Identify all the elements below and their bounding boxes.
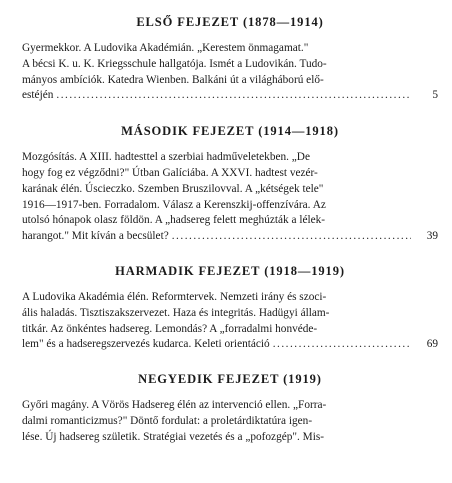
dot-leader xyxy=(56,88,411,104)
chapter-summary xyxy=(22,150,438,245)
chapter-title: ELSŐ FEJEZET (1878—1914) xyxy=(136,15,324,29)
chapter-summary xyxy=(22,398,438,445)
summary-line: karának élén. Úscieczko. Szemben Bruszilovval. A „kétségek tele" xyxy=(22,182,324,195)
chapter-title: NEGYEDIK FEJEZET (1919) xyxy=(138,372,322,387)
chapter-3 xyxy=(22,263,438,353)
summary-line: mányos ambíciók. Katedra Wienben. Balkáni út a világháború elő- xyxy=(22,73,324,86)
page-number: 39 xyxy=(426,230,438,243)
summary-line: Mozgósítás. A XIII. hadtesttel a szerbiai hadműveletekben. „De xyxy=(22,151,310,164)
summary-last-line xyxy=(22,337,414,353)
summary-line: Gyermekkor. A Ludovika Akadémián. „Kerestem önmagamat." xyxy=(22,42,309,54)
dot-leader xyxy=(172,229,411,245)
page-number: 69 xyxy=(426,338,438,351)
chapter-title: HARMADIK FEJEZET (1918—1919) xyxy=(115,263,345,278)
summary-line: A bécsi K. u. K. Kriegsschule hallgatója. Ismét a Ludovikán. Tudo- xyxy=(22,57,327,70)
summary-line: ális haladás. Tisztiszakszervezet. Haza és integritás. Hadügyi állam- xyxy=(22,306,330,319)
page-number: 5 xyxy=(432,89,438,102)
summary-line: Győri magány. A Vörös Hadsereg élén az intervenció ellen. „Forra- xyxy=(22,399,327,412)
summary-line: harangot." Mit kíván a becsület? xyxy=(22,230,169,243)
summary-line: A Ludovika Akadémia élén. Reformtervek. Nemzeti irány és szoci- xyxy=(22,290,327,303)
chapter-summary xyxy=(22,41,438,104)
summary-line: hogy fog ez végződni?" Útban Galíciába. A XXVI. hadtest vezér- xyxy=(22,166,318,179)
summary-line: utolsó hónapok olasz földön. A „hadsereg felett meghúzták a lélek- xyxy=(22,214,326,227)
summary-line: lem" és a hadseregszervezés kudarca. Keleti orientáció xyxy=(22,338,270,351)
chapter-title: MÁSODIK FEJEZET (1914—1918) xyxy=(121,124,339,139)
summary-line: 1916—1917-ben. Forradalom. Válasz a Kerenszkij-offenzívára. Az xyxy=(22,198,326,211)
summary-line: estéjén xyxy=(22,89,54,102)
summary-line: lése. Új hadsereg születik. Stratégiai vezetés és a „pofozgép". Mis- xyxy=(22,430,324,443)
summary-last-line xyxy=(22,88,414,104)
dot-leader xyxy=(273,337,411,353)
chapter-1 xyxy=(22,14,438,104)
chapter-summary xyxy=(22,290,438,353)
chapter-2 xyxy=(22,123,438,245)
summary-line: titkár. Az önkéntes hadsereg. Lemondás? A „forradalmi honvéde- xyxy=(22,322,318,335)
table-of-contents xyxy=(22,14,438,446)
chapter-4 xyxy=(22,371,438,445)
summary-last-line xyxy=(22,229,414,245)
summary-line: dalmi romanticizmus?" Döntő fordulat: a proletárdiktatúra igen- xyxy=(22,414,313,427)
